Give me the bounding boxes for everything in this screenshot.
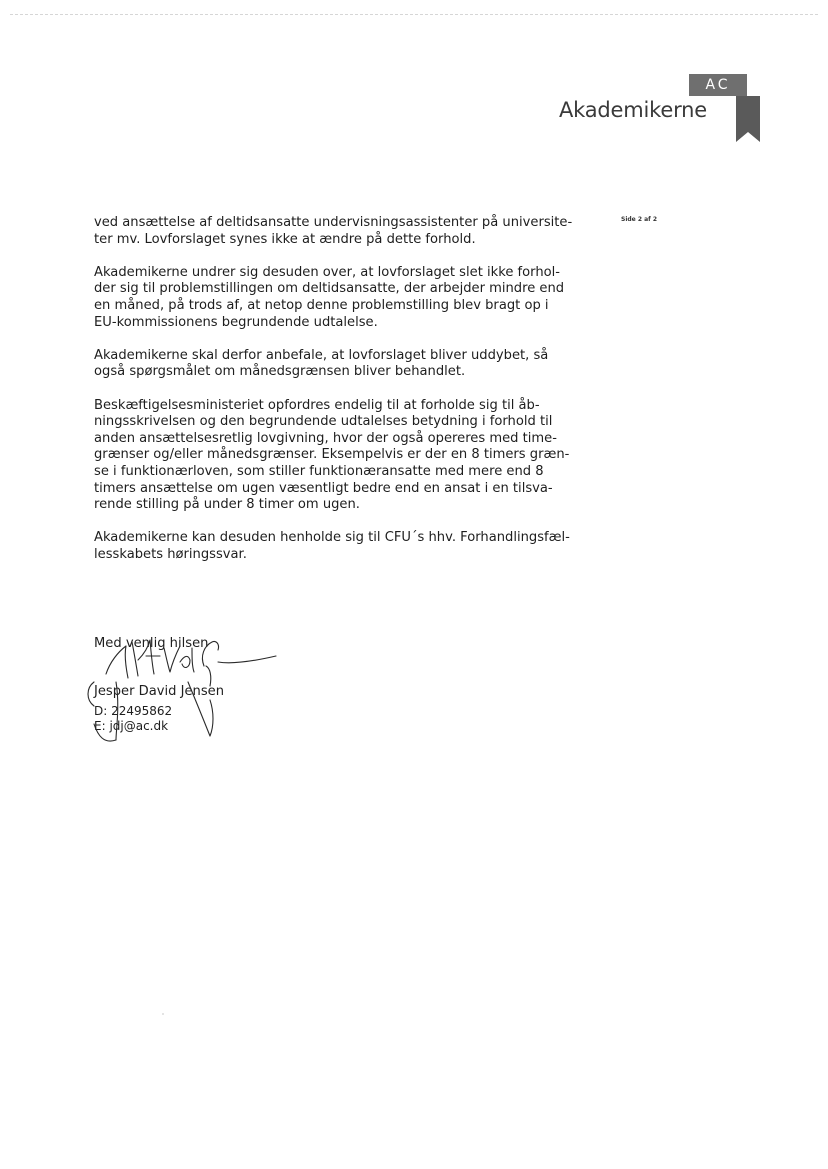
letter-body (94, 215, 594, 580)
paragraph (94, 265, 594, 331)
scan-speck (162, 1013, 164, 1015)
text-line: en måned, på trods af, at netop denne problemstilling blev bragt op i (94, 297, 549, 313)
text-line: også spørgsmålet om månedsgrænsen bliver behandlet. (94, 364, 466, 380)
text-line: ningsskrivelsen og den begrundende udtalelses betydning i forhold til (94, 414, 553, 430)
text-line: der sig til problemstillingen om deltidsansatte, der arbejder mindre end (94, 281, 565, 297)
text-line: rende stilling på under 8 timer om ugen. (94, 497, 360, 513)
paragraph (94, 398, 594, 514)
text-line: Akademikerne skal derfor anbefale, at lovforslaget bliver uddybet, så (94, 347, 549, 363)
text-line: EU-kommissionens begrundende udtalelse. (94, 314, 378, 330)
closing-greeting: Med venlig hilsen (94, 636, 209, 651)
paragraph (94, 530, 594, 563)
page-number: Side 2 af 2 (621, 216, 658, 223)
text-line: lesskabets høringssvar. (94, 546, 247, 562)
text-line: Akademikerne undrer sig desuden over, at lovforslaget slet ikke forhol- (94, 264, 560, 280)
email-address: E: jdj@ac.dk (94, 719, 169, 733)
text-line: ter mv. Lovforslaget synes ikke at ændre på dette forhold. (94, 231, 476, 247)
signer-name: Jesper David Jensen (94, 684, 225, 699)
akademikerne-logo (556, 72, 766, 146)
paragraph (94, 215, 594, 248)
logo-mark: AC (689, 74, 747, 96)
logo-text: Akademikerne (559, 98, 707, 122)
text-line: grænser og/eller månedsgrænser. Eksempelvis er der en 8 timers græn- (94, 447, 570, 463)
phone-number: D: 22495862 (94, 704, 173, 718)
handwritten-signature (80, 626, 280, 776)
text-line: Akademikerne kan desuden henholde sig til CFU´s hhv. Forhandlingsfæl- (94, 530, 570, 546)
scan-top-edge (10, 14, 818, 15)
text-line: ved ansættelse af deltidsansatte undervisningsassistenter på universite- (94, 215, 573, 230)
paragraph (94, 348, 594, 381)
text-line: Beskæftigelsesministeriet opfordres endelig til at forholde sig til åb- (94, 397, 540, 413)
text-line: anden ansættelsesretlig lovgivning, hvor der også opereres med time- (94, 430, 557, 446)
text-line: se i funktionærloven, som stiller funktionæransatte med mere end 8 (94, 463, 544, 479)
text-line: timers ansættelse om ugen væsentligt bedre end en ansat i en tilsva- (94, 480, 553, 496)
